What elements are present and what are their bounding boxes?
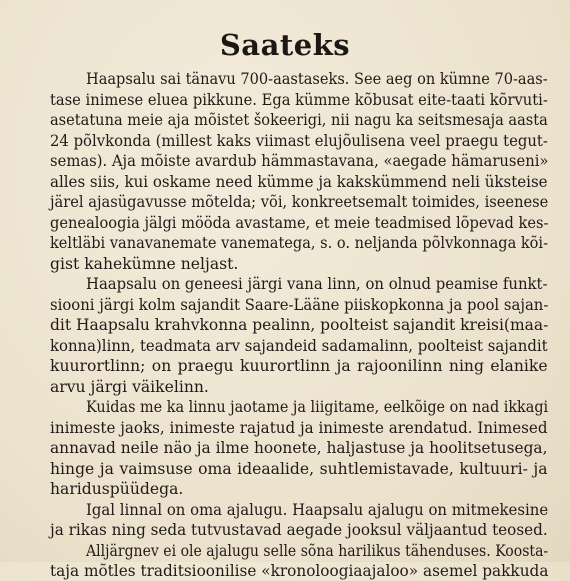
- text-line: tase inimese eluea pikkune. Ega kümme kõbusat eite-taati kõrvuti-: [50, 90, 548, 109]
- text-line: gist kahekümne neljast.: [50, 254, 239, 273]
- text-line: siooni järgi kolm sajandit Saare-Lääne piiskopkonna ja pool sajan-: [50, 295, 549, 314]
- text-line: ja rikas ning seda tutvustavad aegade jooksul väljaantud teosed.: [50, 521, 548, 539]
- text-line: arvu järgi väikelinn.: [50, 377, 209, 396]
- text-line: asetatuna meie aja mõistet šokeerigi, nii nagu ka seitsmesaja aasta: [50, 111, 548, 129]
- text-line: genealoogia jälgi mööda avastame, et meie teadmised lõpevad kes-: [50, 213, 549, 232]
- text-line: Haapsalu on geneesi järgi vana linn, on olnud peamise funkt-: [86, 275, 548, 293]
- text-line: järel ajasügavusse mõtelda; või, konkreetsemalt toimides, iseenese: [50, 193, 549, 211]
- text-line: taja mõtles traditsioonilise «kronoloogiaajaloo» asemel pakkuda: [50, 562, 549, 580]
- text-line: alles siis, kui oskame need kümme ja kakskümmend neli üksteise: [50, 172, 548, 191]
- page-title: Saateks: [219, 28, 351, 62]
- text-line: kuurortlinn; on praegu kuurortlinn ja rajoonilinn ning elanike: [50, 357, 548, 375]
- text-line: Alljärgnev ei ole ajalugu selle sõna harilikus tähenduses. Koosta-: [86, 541, 549, 560]
- text-line: konna)linn, teadmata arv sajandeid sadamalinn, poolteist sajandit: [50, 336, 548, 355]
- text-line: hinge ja vaimsuse oma ideaalide, suhtlemistavade, kultuuri- ja: [50, 459, 548, 478]
- text-line: Haapsalu sai tänavu 700-aastaseks. See aeg on kümne 70-aas-: [86, 70, 548, 88]
- text-line: Igal linnal on oma ajalugu. Haapsalu ajalugu on mitmekesine: [86, 500, 549, 519]
- text-line: 24 põlvkonda (millest kaks viimast elujõulisena veel praegu tegut-: [50, 131, 548, 150]
- text-line: dit Haapsalu krahvkonna pealinn, poolteist sajandit kreisi(maa-: [50, 316, 549, 334]
- text-line: Kuidas me ka linnu jaotame ja liigitame, eelkõige on nad ikkagi: [86, 398, 549, 416]
- text-line: keltläbi vanavanemate vanematega, s. o. neljanda põlvkonnaga kõi-: [50, 234, 548, 252]
- text-line: annavad neile näo ja ilme hoonete, haljastuse ja hoolitsetusega,: [50, 439, 548, 457]
- text-line: hariduspüüdega.: [50, 480, 184, 498]
- text-line: inimeste jaoks, inimeste rajatud ja inimeste arendatud. Inimesed: [50, 418, 548, 437]
- text-line: semas). Aja mõiste avardub hämmastavana, «aegade hämaruseni»: [50, 152, 549, 170]
